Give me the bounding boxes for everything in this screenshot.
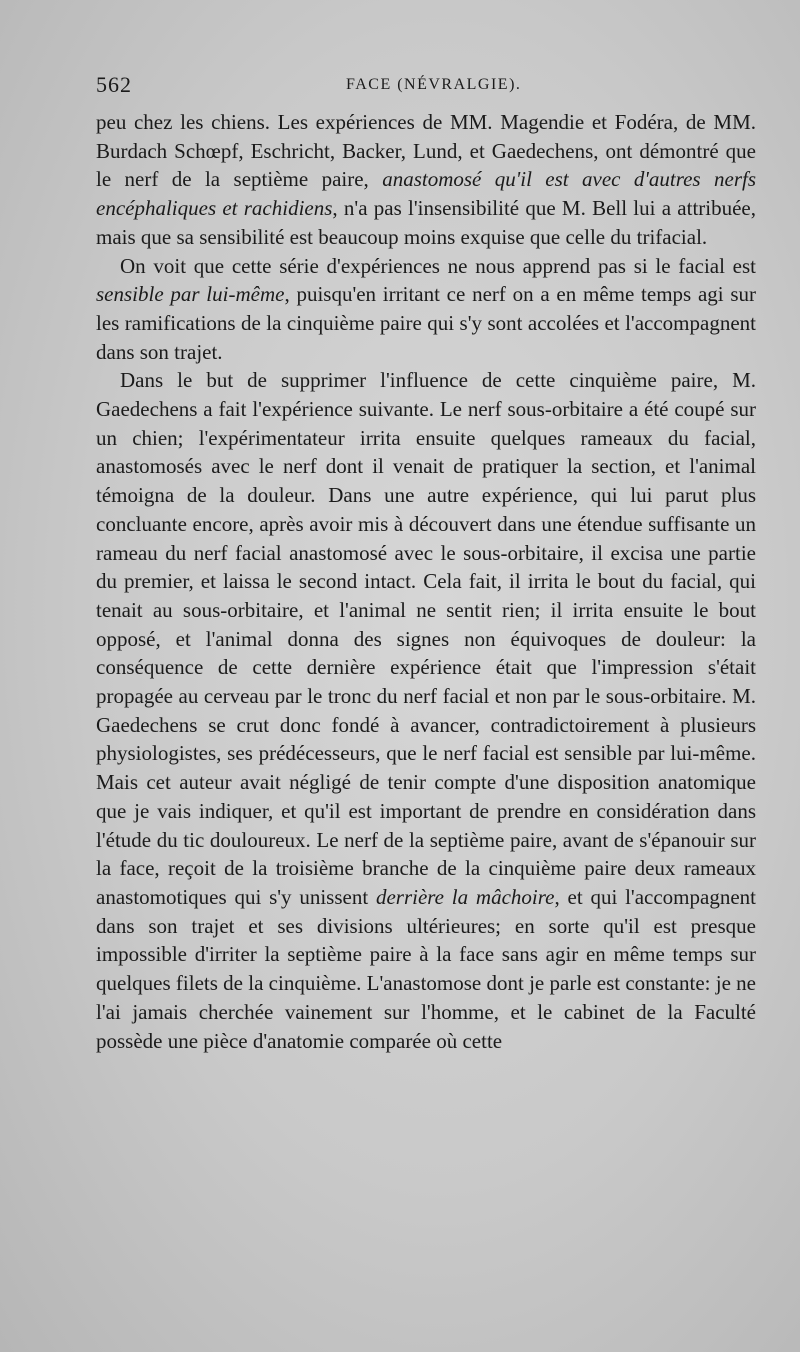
paragraph-3-text: Dans le but de supprimer l'influence de cette cinquième paire, M. Gaedechens a fait l'expérience suivante. Le nerf sous-orbitaire a été coupé sur un chien; l'expérimentateur irrita ensuite quelques rameaux du facial, anastomosés avec le nerf dont il venait de pratiquer la section, et l'animal témoigna de la douleur. Dans une autre expérience, qui lui parut plus concluante encore, après avoir mis à découvert dans une étendue suffisante un rameau du nerf facial anastomosé avec le sous-orbitaire, il excisa une partie du premier, et laissa le second intact. Cela fait, il irrita le bout du facial, qui tenait au sous-orbitaire, et l'animal ne sentit rien; il irrita ensuite le bout opposé, et l'animal donna des signes non équivoques de douleur: la conséquence de cette dernière expérience était que l'impression s'était propagée au cerveau par le tronc du nerf facial et non par le sous-orbitaire. M. Gaedechens se crut donc fondé à avancer, contradictoirement à plusieurs physiologistes, ses prédécesseurs, que le nerf facial est sensible par lui-même. Mais cet auteur avait négligé de tenir compte d'une disposition anatomique que je vais indiquer, et qu'il est important de prendre en considération dans l'étude du tic douloureux. Le nerf de la septième paire, avant de s'épanouir sur la face, reçoit de la troisième branche de la cinquième paire deux rameaux anastomotiques qui s'y unissent (96, 368, 756, 909)
page-number: 562 (96, 72, 132, 97)
paragraph-1-italic: anastomosé qu'il est avec d'autres nerfs encéphaliques et rachidiens (96, 167, 757, 221)
paragraph-2-text: On voit que cette série d'expériences ne nous apprend pas si le facial est (120, 253, 756, 278)
paragraph-1-text-end: , n'a pas l'insensibilité que M. Bell lui a attribuée, mais que sa sensibilité est beaucoup moins exquise que celle du trifacial. (96, 196, 756, 249)
paragraph-3-italic: derrière la mâchoire (375, 884, 555, 909)
running-head: FACE (NÉVRALGIE). (346, 76, 522, 93)
page-header (96, 72, 756, 102)
body-text (96, 108, 756, 1055)
paragraph-1-text: peu chez les chiens. Les expériences de MM. Magendie et Fodéra, de MM. Burdach Schœpf, Eschricht, Backer, Lund, et Gaedechens, ont démontré que le nerf de la septième paire, (96, 110, 756, 192)
paragraph-3-text-end: , et qui l'accompagnent dans son trajet et ses divisions ultérieures; en sorte qu'il est presque impossible d'irriter la septième paire à la face sans agir en même temps sur quelques filets de la cinquième. L'anastomose dont je parle est constante: je ne l'ai jamais cherchée vainement sur l'homme, et le cabinet de la Faculté possède une pièce d'anatomie comparée où cette (96, 884, 756, 1053)
paragraph-2 (96, 252, 756, 367)
paragraph-2-italic: sensible par lui-même (96, 282, 285, 307)
paragraph-2-text-end: , puisqu'en irritant ce nerf on a en même temps agi sur les ramifications de la cinquième paire qui s'y sont accolées et l'accompagnent dans son trajet. (96, 282, 757, 364)
paragraph-1 (96, 108, 756, 252)
paragraph-3 (96, 366, 756, 1055)
